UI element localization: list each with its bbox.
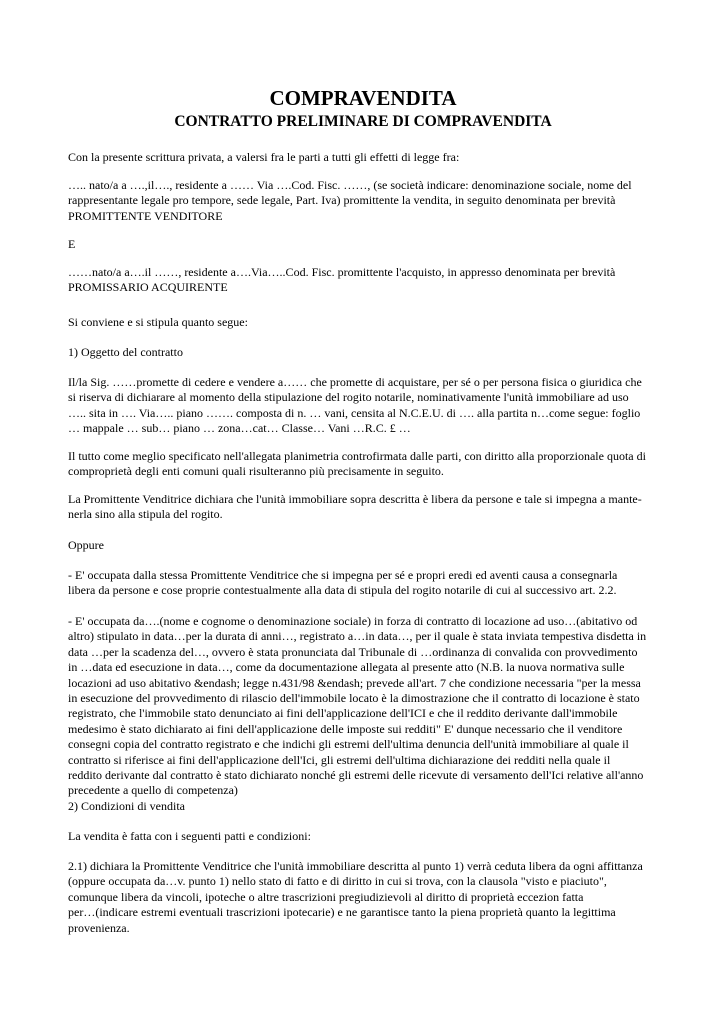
paragraph-line: La Promittente Venditrice dichiara che l'unità immobiliare sopra descritta è libera da persone e tale si impegna a mante- (68, 492, 642, 506)
paragraph-line: si riserva di dichiarare al momento della stipulazione del rogito notarile, nominativamente l'unità immobiliare ad uso (68, 390, 629, 405)
paragraph (68, 375, 658, 437)
paragraph-line: PROMISSARIO ACQUIRENTE (68, 280, 228, 295)
paragraph (68, 345, 658, 360)
paragraph-line: La vendita è fatta con i seguenti patti e condizioni: (68, 829, 311, 843)
paragraph (68, 538, 658, 553)
paragraph-line: registrato, che l'immobile stato denunciato ai fini dell'applicazione dell'ICI e che il reddito derivante dall'immobile (68, 706, 618, 721)
document-title: COMPRAVENDITA (269, 86, 457, 110)
paragraph-line: Oppure (68, 538, 104, 552)
paragraph (68, 178, 658, 224)
paragraph-line: - E' occupata dalla stessa Promittente Venditrice che si impegna per sé e propri eredi ed aventi causa a consegnarla (68, 568, 618, 582)
paragraph (68, 237, 658, 252)
paragraph-line: Il/la Sig. ……promette di cedere e vendere a…… che promette di acquistare, per sé o per persona fisica o giuridica che (68, 375, 642, 389)
paragraph-line: nerla sino alla stipula del rogito. (68, 507, 223, 522)
paragraph (68, 799, 658, 814)
paragraph-line: rappresentante legale pro tempore, sede legale, Part. Iva) promittente la vendita, in seguito denominata per brevità (68, 193, 616, 208)
paragraph-line: - E' occupata da….(nome e cognome o denominazione sociale) in forza di contratto di locazione ad uso…(abitativo od (68, 614, 638, 628)
paragraph-line: in …data ed esecuzione in data…, come da documentazione allegata al presente atto (N.B. la nuova normativa sulle (68, 660, 625, 675)
paragraph-line: medesimo è stato dichiarato ai fini dell'applicazione delle imposte sui redditi" E' dunque necessario che il venditore (68, 721, 623, 736)
paragraph-line: ….. nato/a a ….,il…., residente a …… Via ….Cod. Fisc. ……, (se società indicare: denominazione sociale, nome del (68, 178, 632, 192)
paragraph (68, 315, 658, 330)
paragraph-line: locazioni ad uso abitativo &endash; legge n.431/98 &endash; prevede all'art. 7 che condizione necessaria "per la messa (68, 675, 641, 690)
document-page (68, 86, 658, 935)
paragraph (68, 492, 658, 523)
paragraph-line: 1) Oggetto del contratto (68, 345, 183, 359)
paragraph-line: (oppure occupata da…v. punto 1) nello stato di fatto e di diritto in cui si trova, con la clausola "visto e piaciuto", (68, 874, 607, 889)
paragraph (68, 829, 658, 844)
paragraph-line: Si conviene e si stipula quanto segue: (68, 315, 248, 329)
paragraph-line: contratto si riferisce ai fini dell'applicazione dell'Ici, gli estremi dell'ultima dichiarazione dei redditi nella quale il (68, 752, 611, 767)
paragraph-line: provenienza. (68, 920, 130, 935)
paragraph-line: comunque libera da vincoli, ipoteche o altre trascrizioni pregiudizievoli al diritto di proprietà eccezion fatta (68, 889, 584, 904)
paragraph (68, 859, 658, 936)
paragraph-line: E (68, 237, 76, 251)
paragraph-line: comproprietà degli enti comuni quali risulteranno più precisamente in seguito. (68, 464, 444, 479)
paragraph (68, 265, 658, 296)
paragraph (68, 614, 658, 799)
paragraph-line: … mappale … sub… piano … zona…cat… Classe… Vani …R.C. £ … (68, 421, 411, 436)
paragraph-line: ….. sita in …. Via….. piano ……. composta di n. … vani, censita al N.C.E.U. di …. alla partita n…come segue: foglio (68, 405, 641, 420)
paragraph-line: libera da persone e cose proprie contestualmente alla data di stipula del rogito notarile di cui al successivo art. 2.2. (68, 583, 617, 598)
paragraph-line: ……nato/a a….il ……, residente a….Via…..Cod. Fisc. promittente l'acquisto, in appresso denominata per brevità (68, 265, 616, 279)
paragraph-line: in esecuzione del provvedimento di rilascio dell'immobile locato è la dimostrazione che il contratto di locazione è stato (68, 691, 640, 706)
paragraph-line: per…(indicare estremi eventuali trascrizioni ipotecarie) e ne garantisce tanto la piena proprietà quanto la legittima (68, 905, 616, 920)
paragraph-line: PROMITTENTE VENDITORE (68, 208, 223, 223)
document-subtitle: CONTRATTO PRELIMINARE DI COMPRAVENDITA (174, 113, 552, 130)
paragraph-line: 2) Condizioni di vendita (68, 799, 185, 813)
paragraph-line: Il tutto come meglio specificato nell'allegata planimetria controfirmata dalle parti, con diritto alla proporzionale quota di (68, 449, 646, 463)
paragraph-line: Con la presente scrittura privata, a valersi fra le parti a tutti gli effetti di legge fra: (68, 150, 460, 164)
paragraph (68, 568, 658, 599)
paragraph (68, 449, 658, 480)
paragraph-line: consegni copia del contratto registrato e che indichi gli estremi dell'ultima denuncia dell'unità immobiliare al quale il (68, 737, 629, 752)
paragraph-line: 2.1) dichiara la Promittente Venditrice che l'unità immobiliare descritta al punto 1) verrà ceduta libera da ogni affittanza (68, 859, 643, 873)
paragraph-line: reddito derivante dal contratto è stato dichiarato nonché gli estremi delle ricevute di versamento dell'Ici relative all'anno (68, 768, 644, 783)
paragraph-line: data …per la scadenza del…, ovvero è stata pronunciata dal Tribunale di …ordinanza di convalida con provvedimento (68, 644, 638, 659)
paragraph-line: precedente a quello di competenza) (68, 783, 238, 798)
paragraph-line: altro) stipulato in data…per la durata di anni…, registrato a…in data…, per il quale è stata inviata tempestiva disdetta in (68, 629, 647, 644)
paragraph (68, 150, 658, 165)
